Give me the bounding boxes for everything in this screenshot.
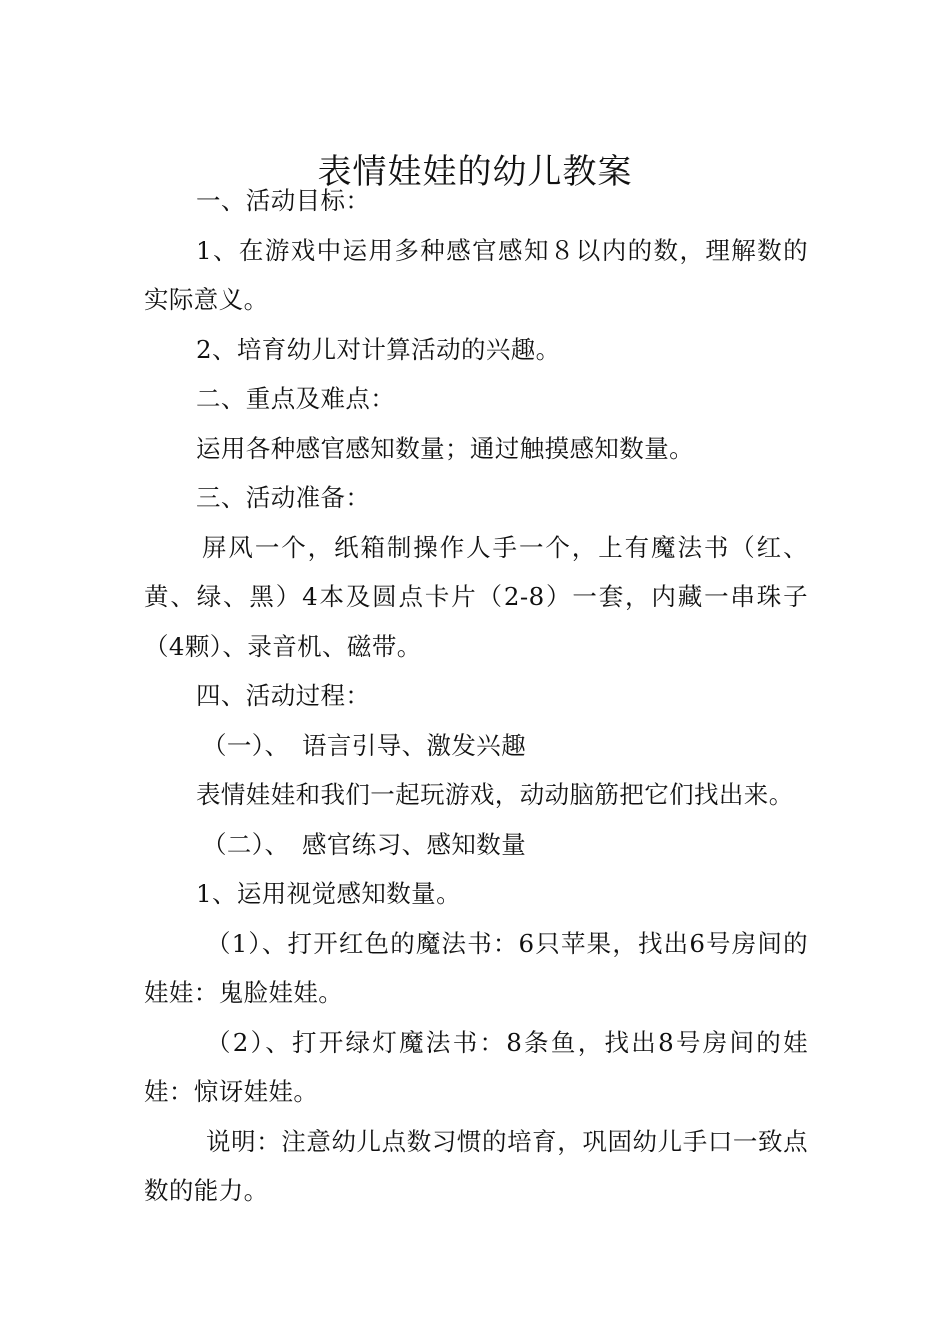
process-substep-1: （1）、打开红色的魔法书：6只苹果，找出6号房间的娃娃：鬼脸娃娃。: [144, 928, 808, 1007]
section-heading-key-points: 二、重点及难点：: [196, 384, 396, 413]
key-points-text: 运用各种感官感知数量；通过触摸感知数量。: [196, 433, 694, 463]
process-substep-2: （2）、打开绿灯魔法书：8条鱼，找出8号房间的娃娃：惊讶娃娃。: [144, 1027, 808, 1106]
process-step-2-heading: （二）、 感官练习、感知数量: [202, 829, 527, 859]
section-heading-preparation: 三、活动准备：: [196, 483, 371, 512]
section-heading-objectives: 一、活动目标：: [196, 186, 371, 215]
objective-item-2: 2、培育幼儿对计算活动的兴趣。: [196, 334, 561, 364]
section-heading-process: 四、活动过程：: [196, 681, 371, 710]
process-step-1-heading: （一）、 语言引导、激发兴趣: [202, 730, 527, 760]
process-note: 说明：注意幼儿点数习惯的培育，巩固幼儿手口一致点数的能力。: [144, 1126, 808, 1205]
preparation-text: 屏风一个，纸箱制操作人手一个，上有魔法书（红、黄、绿、黑）4本及圆点卡片（2-8）一套，内藏一串珠子（4颗）、录音机、磁带。: [144, 532, 808, 661]
process-step-1-text: 表情娃娃和我们一起玩游戏，动动脑筋把它们找出来。: [196, 780, 794, 809]
objective-item-1: 1、在游戏中运用多种感官感知８以内的数，理解数的实际意义。: [144, 235, 808, 314]
process-step-2-item-1: 1、运用视觉感知数量。: [196, 879, 461, 908]
document-body: [144, 176, 808, 1216]
document-title: 表情娃娃的幼儿教案: [317, 151, 633, 192]
